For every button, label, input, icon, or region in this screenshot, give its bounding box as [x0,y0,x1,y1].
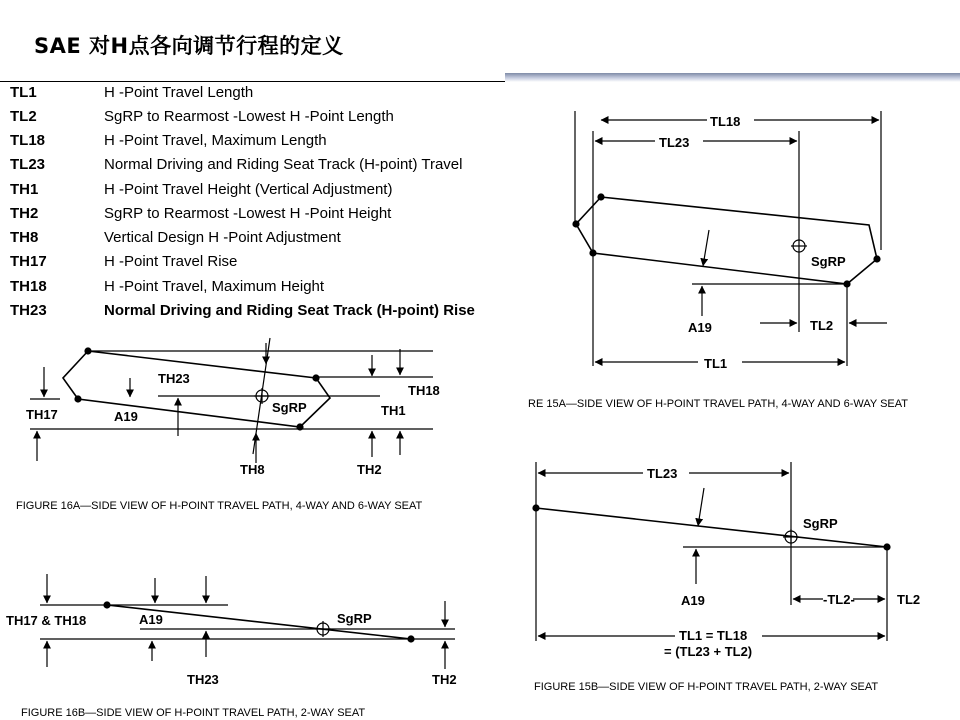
label-sgrp: SgRP [337,611,372,626]
label-th8: TH8 [240,462,265,477]
path-vertex [590,250,596,256]
figure-16a-labels [16,371,440,512]
label-th1: TH1 [381,403,406,418]
sgrp-marker [783,529,799,545]
figure-15a [573,111,887,366]
label-th18: TH18 [408,383,440,398]
sgrp-marker [315,621,331,637]
label-tl18: TL18 [710,114,741,129]
page-title: SAE 对H点各向调节行程的定义 [34,34,344,58]
path-vertex [598,194,604,200]
figure-15b-labels [534,466,920,693]
path-vertex [75,396,81,402]
path-vertex [104,602,110,608]
definition-text: H -Point Travel, Maximum Length [104,132,327,149]
h-point-travel-path [576,197,877,284]
label-th2: TH2 [357,462,382,477]
label-tl23: TL23 [659,135,690,150]
definition-text: SgRP to Rearmost -Lowest H -Point Length [104,108,394,125]
definition-text: Vertical Design H -Point Adjustment [104,229,341,246]
path-vertex [408,636,414,642]
definition-text: SgRP to Rearmost -Lowest H -Point Height [104,205,392,222]
figure-15b [533,462,890,641]
figure-16a [30,338,433,463]
label-sgrp: SgRP [811,254,846,269]
definition-code: TH17 [10,253,47,270]
label-a19: A19 [114,409,138,424]
label-th23: TH23 [187,672,219,687]
figure-16b-labels [6,611,457,719]
definition-text: H -Point Travel Height (Vertical Adjustment) [104,181,393,198]
path-vertex [313,375,319,381]
label-th23: TH23 [158,371,190,386]
h-point-travel-path [63,351,330,427]
figure-16b [40,574,455,669]
definition-text: Normal Driving and Riding Seat Track (H-point) Travel [104,156,463,173]
figure-15a-labels [528,114,908,410]
label-tl2: TL2 [810,318,834,333]
definition-code: TH8 [10,229,39,246]
path-vertex [573,221,579,227]
label-a19: A19 [681,593,705,608]
path-vertex [533,505,539,511]
definition-code: TH2 [10,205,39,222]
definition-code: TH18 [10,278,47,295]
definition-code: TL23 [10,156,46,173]
path-vertex [844,281,850,287]
label-tl2-inner: -TL2- [823,592,855,607]
definition-code: TL18 [10,132,46,149]
figure-16b-caption: FIGURE 16B—SIDE VIEW OF H-POINT TRAVEL PATH, 2-WAY SEAT [21,707,366,719]
label-tl23: TL23 [647,466,678,481]
definition-text: H -Point Travel Length [104,84,254,101]
label-sgrp: SgRP [803,516,838,531]
path-vertex [85,348,91,354]
path-vertex [874,256,880,262]
label-tl1: TL1 [704,356,728,371]
definition-text: Normal Driving and Riding Seat Track (H-point) Rise [104,302,475,319]
figure-15b-caption: FIGURE 15B—SIDE VIEW OF H-POINT TRAVEL PATH, 2-WAY SEAT [534,681,879,693]
label-th17-th18: TH17 & TH18 [6,613,87,628]
label-equation-line1: TL1 = TL18 [679,628,748,643]
label-equation-line2: = (TL23 + TL2) [664,644,753,659]
definition-code: TH1 [10,181,39,198]
figure-15a-caption: RE 15A—SIDE VIEW OF H-POINT TRAVEL PATH, 4-WAY AND 6-WAY SEAT [528,398,908,410]
label-sgrp: SgRP [272,400,307,415]
label-tl2: TL2 [897,592,921,607]
path-vertex [884,544,890,550]
path-vertex [297,424,303,430]
dimension-arrow [698,488,704,526]
definition-text: H -Point Travel, Maximum Height [104,278,325,295]
dimension-arrow [703,230,709,266]
label-th2: TH2 [432,672,457,687]
definition-text: H -Point Travel Rise [104,253,238,270]
label-th17: TH17 [26,407,58,422]
figure-16a-caption: FIGURE 16A—SIDE VIEW OF H-POINT TRAVEL PATH, 4-WAY AND 6-WAY SEAT [16,500,423,512]
label-a19: A19 [139,612,163,627]
definition-code: TH23 [10,302,47,319]
definition-code: TL2 [10,108,37,125]
label-a19: A19 [688,320,712,335]
definition-code: TL1 [10,84,37,101]
